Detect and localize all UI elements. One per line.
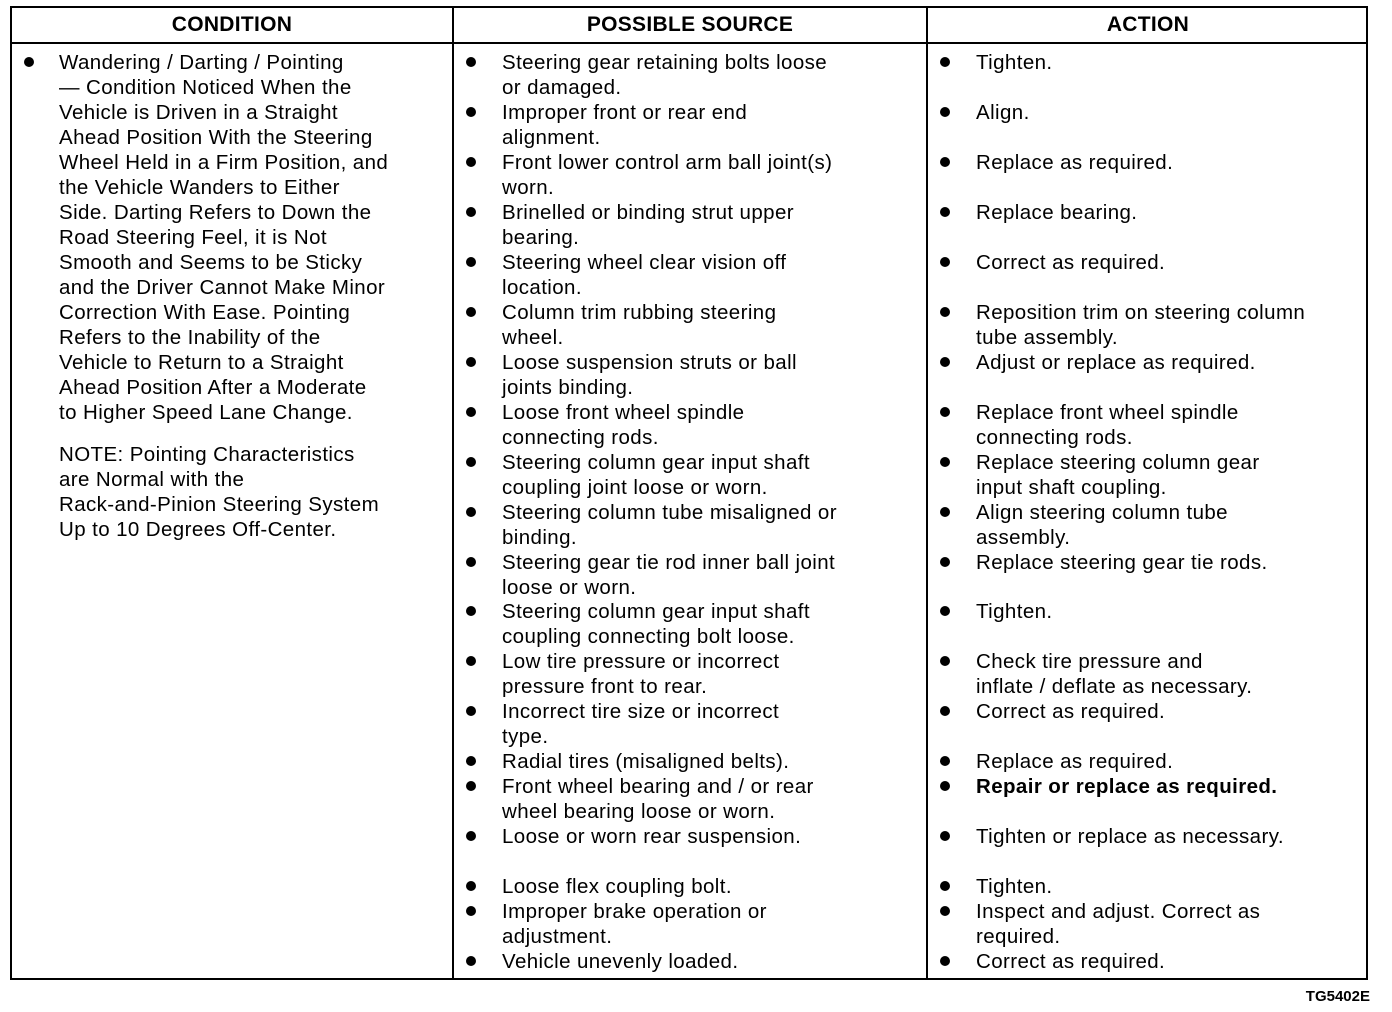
bullet-icon: [466, 57, 476, 67]
bullet-icon: [466, 357, 476, 367]
source-item: Brinelled or binding strut upper: [502, 201, 794, 224]
condition-text: Wandering / Darting / Pointing — Condition Noticed When the Vehicle is Driven in a Straight Ahead Position With the Steering Wheel Held in a Firm Position, and the Vehicle Wanders to Either Side. Darting Refers to Down the Road Steering Feel, it is Not Smooth and Seems to be Sticky and the Driver Cannot Make Minor Correction With Ease. Pointing Refers to the Inability of the Vehicle to Return to a Straight Ahead Position After a Moderate to Higher Speed Lane Change.: [59, 51, 389, 424]
source-item: Front lower control arm ball joint(s): [502, 151, 833, 174]
action-item: Tighten.: [976, 600, 1053, 623]
bullet-icon: [940, 656, 950, 666]
source-item-continued: or damaged.: [502, 76, 622, 99]
bullet-icon: [466, 557, 476, 567]
bullet-icon: [940, 307, 950, 317]
action-item: Correct as required.: [976, 700, 1166, 723]
action-item-continued: required.: [976, 925, 1061, 948]
action-item-continued: tube assembly.: [976, 326, 1118, 349]
bullet-icon: [940, 107, 950, 117]
bullet-icon: [940, 457, 950, 467]
action-item: Correct as required.: [976, 950, 1166, 973]
source-item-continued: bearing.: [502, 226, 580, 249]
header-action: ACTION: [1106, 13, 1190, 36]
bullet-icon: [940, 606, 950, 616]
bullet-icon: [466, 606, 476, 616]
source-item-continued: pressure front to rear.: [502, 675, 708, 698]
source-item-continued: alignment.: [502, 126, 601, 149]
action-item: Align.: [976, 101, 1030, 124]
action-item-continued: assembly.: [976, 526, 1071, 549]
figure-id: TG5402E: [1305, 988, 1370, 1005]
bullet-icon: [466, 307, 476, 317]
source-item: Steering wheel clear vision off: [502, 251, 787, 274]
bullet-icon: [466, 107, 476, 117]
source-item: Column trim rubbing steering: [502, 301, 777, 324]
bullet-icon: [466, 756, 476, 766]
action-item-continued: input shaft coupling.: [976, 476, 1167, 499]
action-item: Replace bearing.: [976, 201, 1138, 224]
source-item-continued: worn.: [502, 176, 555, 199]
source-item: Steering gear tie rod inner ball joint: [502, 551, 836, 574]
source-item: Steering column tube misaligned or: [502, 501, 837, 524]
source-item: Incorrect tire size or incorrect: [502, 700, 780, 723]
column-divider: [452, 8, 454, 978]
bullet-icon: [466, 457, 476, 467]
bullet-icon: [940, 906, 950, 916]
bullet-icon: [466, 207, 476, 217]
action-item: Align steering column tube: [976, 501, 1228, 524]
action-item: Replace front wheel spindle: [976, 401, 1239, 424]
bullet-icon: [940, 557, 950, 567]
action-item-continued: inflate / deflate as necessary.: [976, 675, 1253, 698]
bullet-icon: [940, 207, 950, 217]
bullet-icon: [466, 781, 476, 791]
bullet-icon: [466, 706, 476, 716]
source-item: Radial tires (misaligned belts).: [502, 750, 790, 773]
source-item: Improper brake operation or: [502, 900, 767, 923]
bullet-icon: [940, 57, 950, 67]
action-item: Correct as required.: [976, 251, 1166, 274]
header-possible-source: POSSIBLE SOURCE: [586, 13, 794, 36]
source-item: Loose front wheel spindle: [502, 401, 745, 424]
action-item: Tighten or replace as necessary.: [976, 825, 1284, 848]
bullet-icon: [466, 656, 476, 666]
bullet-icon: [466, 906, 476, 916]
source-item: Loose suspension struts or ball: [502, 351, 798, 374]
source-item-continued: loose or worn.: [502, 576, 637, 599]
bullet-icon: [466, 157, 476, 167]
header-condition: CONDITION: [171, 13, 293, 36]
action-item: Check tire pressure and: [976, 650, 1203, 673]
source-item: Steering column gear input shaft: [502, 600, 810, 623]
action-item: Repair or replace as required.: [976, 775, 1278, 798]
source-item: Front wheel bearing and / or rear: [502, 775, 814, 798]
bullet-icon: [940, 507, 950, 517]
bullet-icon: [940, 831, 950, 841]
source-item: Steering column gear input shaft: [502, 451, 810, 474]
header-divider: [12, 42, 1366, 44]
source-item-continued: wheel bearing loose or worn.: [502, 800, 776, 823]
action-item: Replace steering gear tie rods.: [976, 551, 1268, 574]
source-item-continued: binding.: [502, 526, 578, 549]
column-divider: [926, 8, 928, 978]
source-item-continued: location.: [502, 276, 582, 299]
bullet-icon: [466, 407, 476, 417]
bullet-icon: [940, 407, 950, 417]
source-item: Loose or worn rear suspension.: [502, 825, 802, 848]
bullet-icon: [940, 881, 950, 891]
source-item: Steering gear retaining bolts loose: [502, 51, 828, 74]
bullet-icon: [466, 956, 476, 966]
action-item: Adjust or replace as required.: [976, 351, 1256, 374]
source-item: Low tire pressure or incorrect: [502, 650, 780, 673]
bullet-icon: [940, 157, 950, 167]
source-item-continued: wheel.: [502, 326, 564, 349]
source-item: Vehicle unevenly loaded.: [502, 950, 739, 973]
source-item-continued: connecting rods.: [502, 426, 659, 449]
action-item: Replace as required.: [976, 151, 1174, 174]
action-item: Replace as required.: [976, 750, 1174, 773]
condition-note: NOTE: Pointing Characteristics are Normal with the Rack-and-Pinion Steering System Up to 10 Degrees Off-Center.: [59, 443, 380, 541]
source-item-continued: coupling connecting bolt loose.: [502, 625, 795, 648]
bullet-icon: [940, 756, 950, 766]
bullet-icon: [940, 956, 950, 966]
bullet-icon: [466, 831, 476, 841]
source-item-continued: type.: [502, 725, 549, 748]
source-item: Improper front or rear end: [502, 101, 748, 124]
bullet-icon: [24, 57, 34, 67]
diagnosis-table: [10, 6, 1368, 980]
bullet-icon: [940, 706, 950, 716]
action-item: Tighten.: [976, 875, 1053, 898]
action-item-continued: connecting rods.: [976, 426, 1133, 449]
action-item: Reposition trim on steering column: [976, 301, 1306, 324]
source-item-continued: coupling joint loose or worn.: [502, 476, 768, 499]
bullet-icon: [940, 357, 950, 367]
bullet-icon: [466, 881, 476, 891]
source-item-continued: joints binding.: [502, 376, 634, 399]
bullet-icon: [940, 781, 950, 791]
source-item: Loose flex coupling bolt.: [502, 875, 732, 898]
action-item: Inspect and adjust. Correct as: [976, 900, 1261, 923]
source-item-continued: adjustment.: [502, 925, 613, 948]
action-item: Replace steering column gear: [976, 451, 1260, 474]
bullet-icon: [466, 257, 476, 267]
bullet-icon: [940, 257, 950, 267]
bullet-icon: [466, 507, 476, 517]
action-item: Tighten.: [976, 51, 1053, 74]
